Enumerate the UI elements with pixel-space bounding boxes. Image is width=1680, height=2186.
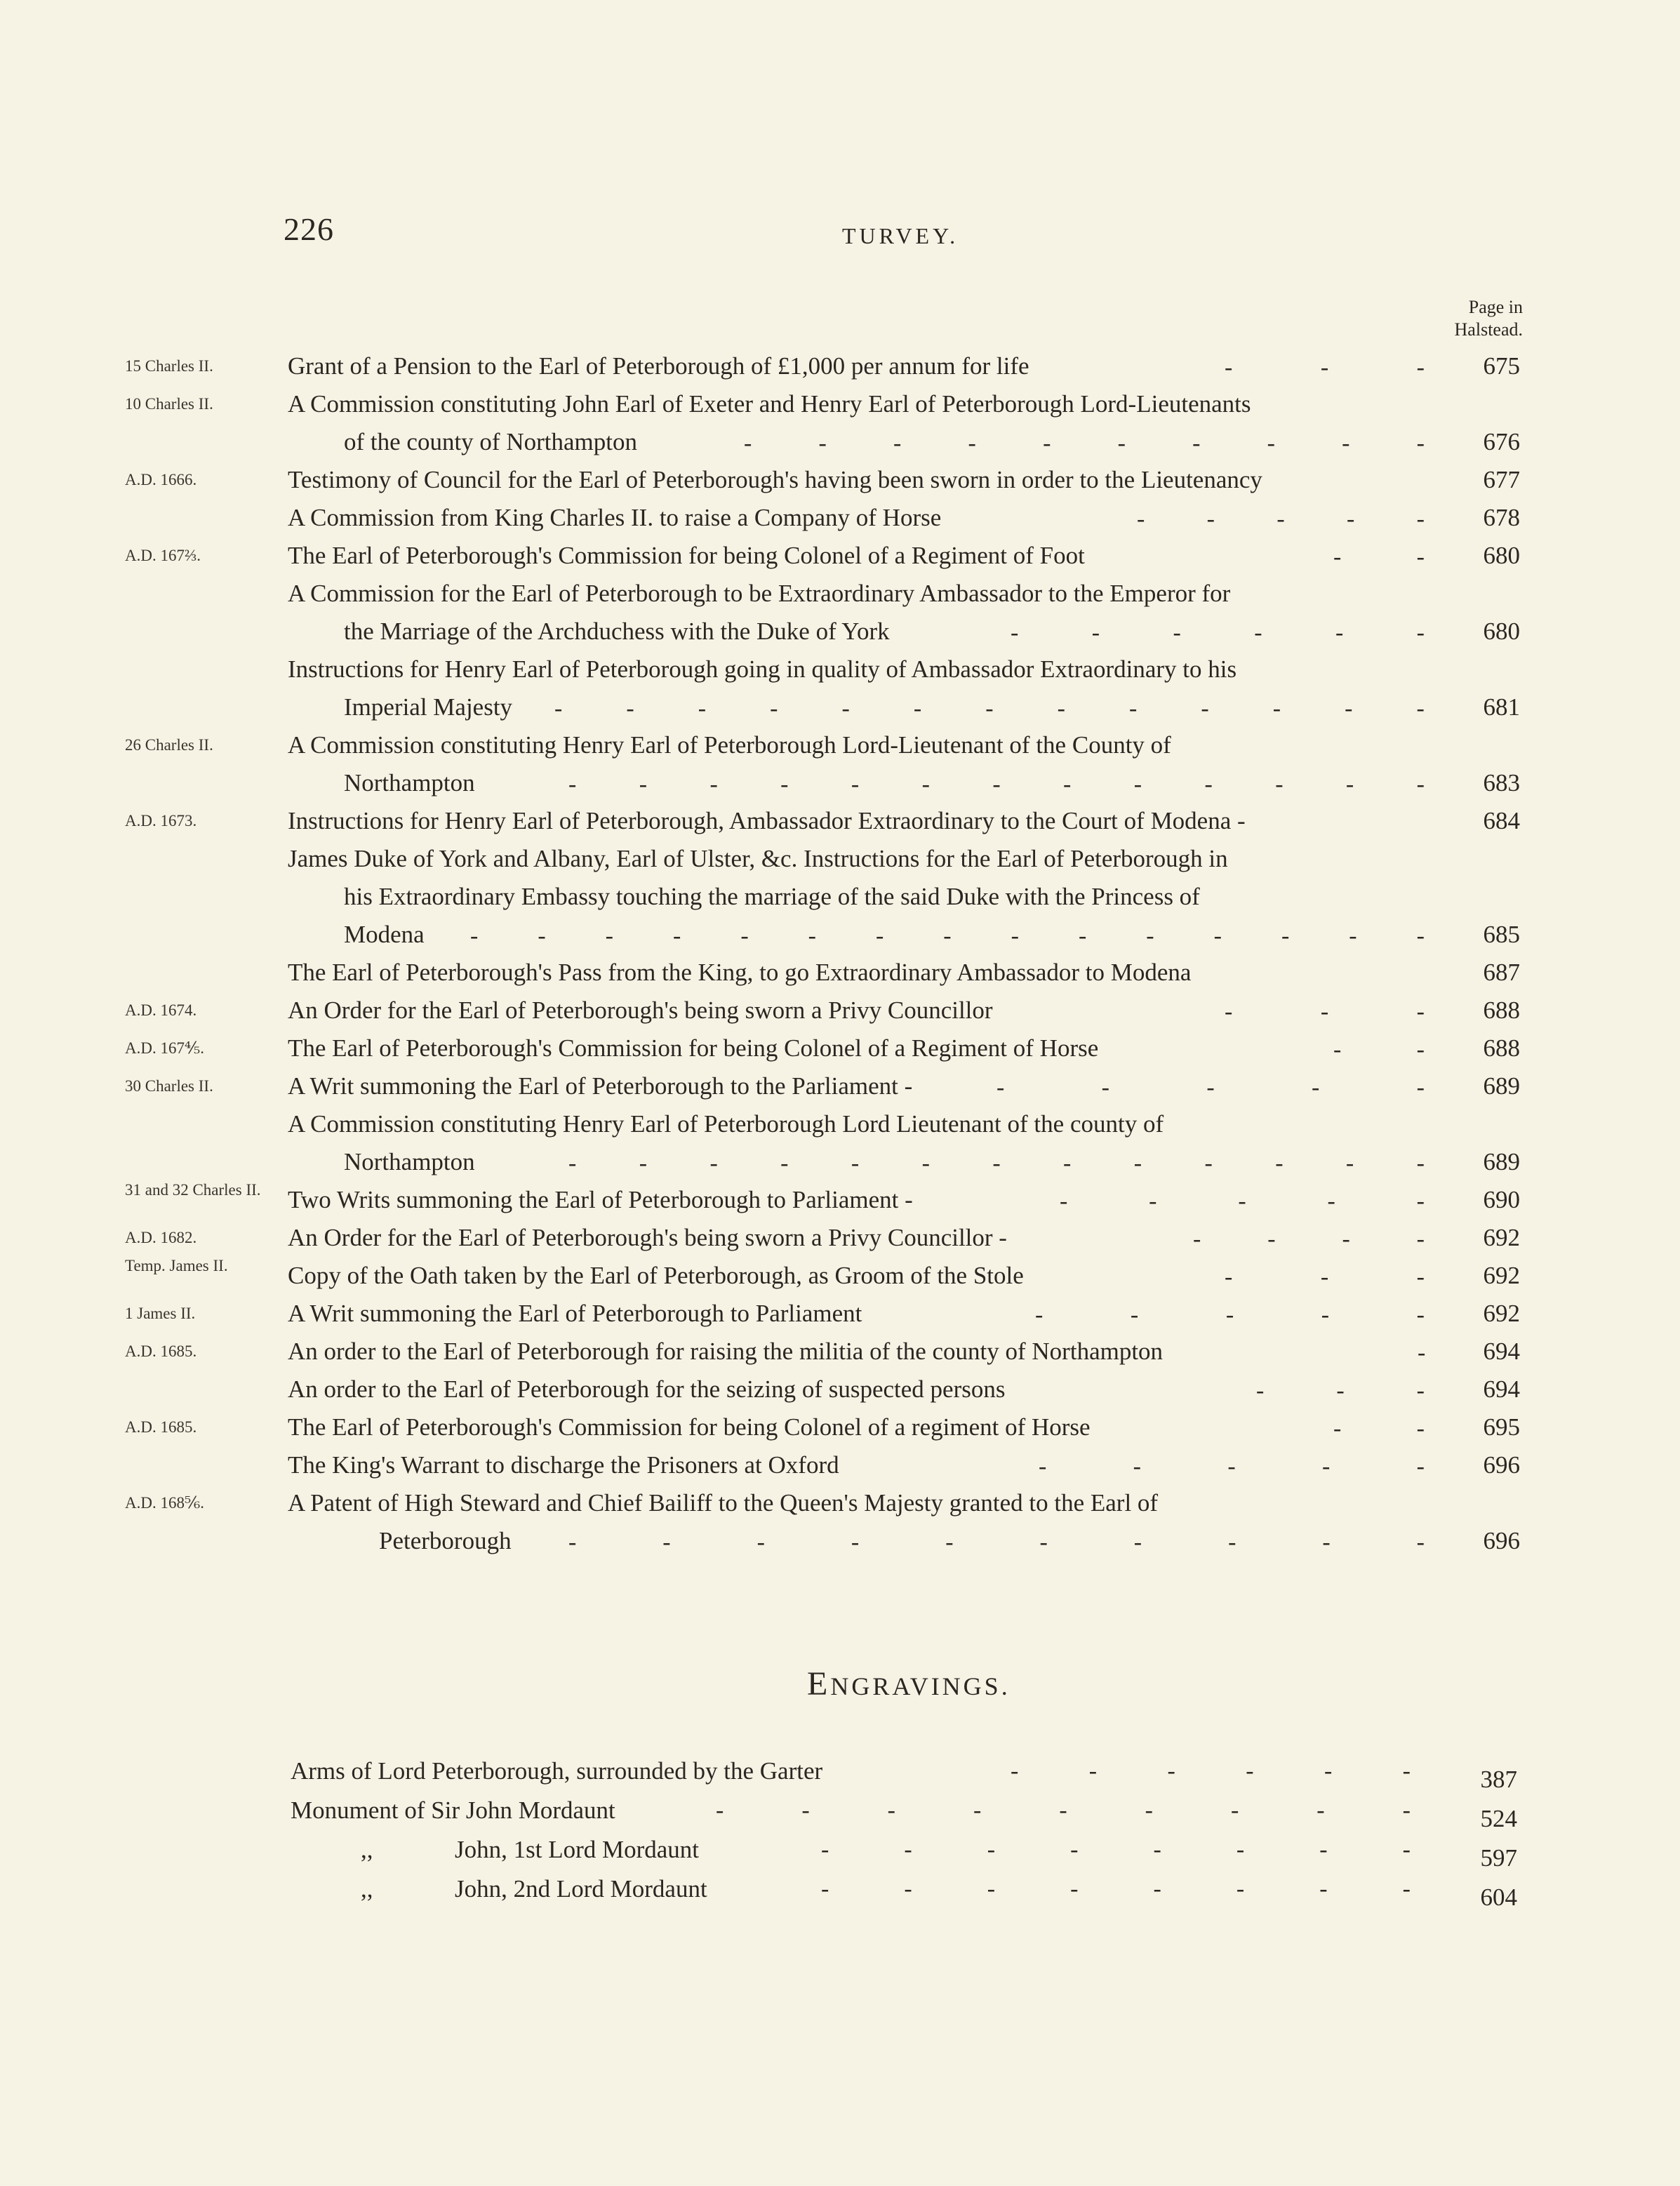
page-column-header-line2: Halstead. [1454,319,1523,340]
index-entry [0,462,1680,500]
entry-text: The Earl of Peterborough's Commission for being Colonel of a Regiment of Horse [288,1034,1099,1062]
entry-text: A Patent of High Steward and Chief Bailiff to the Queen's Majesty granted to the Earl of [288,1489,1159,1517]
ditto-mark: ,, [361,1836,373,1863]
date-margin-note: 10 Charles II. [125,395,213,413]
entry-text: Imperial Majesty [344,693,513,721]
entry-text: Northampton [344,769,475,797]
engraving-page-number: 387 [1480,1766,1517,1793]
leader-dashes: - [1418,1340,1426,1366]
date-margin-note: A.D. 1682. [125,1229,197,1246]
halstead-page-number: 696 [1483,1527,1520,1554]
leader-dashes: - - - - - [1039,1453,1425,1479]
date-margin-note: A.D. 1673. [125,812,197,829]
index-entry [0,1409,1680,1447]
leader-dashes: - - - - - - [1011,620,1425,646]
index-entry [0,386,1680,462]
halstead-page-number: 688 [1483,997,1520,1024]
index-entry [0,348,1680,386]
entry-text: Grant of a Pension to the Earl of Peterborough of £1,000 per annum for life [288,352,1029,380]
date-margin-note: 30 Charles II. [125,1077,213,1095]
engraving-text: Arms of Lord Peterborough, surrounded by the Garter [291,1757,823,1785]
halstead-page-number: 692 [1483,1300,1520,1327]
index-entry [0,992,1680,1030]
leader-dashes: - - - - - - - - [821,1876,1411,1902]
halstead-page-number: 680 [1483,542,1520,569]
date-margin-note: A.D. 168⅚. [125,1494,205,1512]
entry-text: A Commission constituting Henry Earl of Peterborough Lord Lieutenant of the county of [288,1110,1164,1138]
leader-dashes: - - - - - - - - - - - - - - - [470,923,1425,949]
halstead-page-number: 688 [1483,1034,1520,1062]
entry-text: James Duke of York and Albany, Earl of Ulster, &c. Instructions for the Earl of Peterborough in [288,845,1228,872]
date-margin-note: 31 and 32 Charles II. [125,1181,261,1199]
ditto-mark: ,, [361,1875,373,1902]
leader-dashes: - - - [1225,354,1425,380]
halstead-page-number: 678 [1483,504,1520,531]
date-margin-note: A.D. 167⅘. [125,1039,205,1057]
leader-dashes: - - - - - - [1011,1758,1411,1784]
leader-dashes: - - - - - [1060,1188,1425,1214]
entry-text: the Marriage of the Archduchess with the Duke of York [344,618,890,645]
leader-dashes: - - [1333,1415,1425,1441]
entry-text: A Commission from King Charles II. to raise a Company of Horse [288,504,942,531]
entry-text: The Earl of Peterborough's Commission for being Colonel of a Regiment of Foot [288,542,1085,569]
index-entry [0,538,1680,575]
leader-dashes: - - [1333,544,1425,570]
page-number: 226 [284,211,334,247]
date-margin-note: A.D. 167⅔. [125,547,201,564]
engravings-heading-rest: NGRAVINGS. [830,1672,1011,1700]
index-entry [0,954,1680,992]
leader-dashes: - - - - - [996,1074,1425,1100]
index-entry [0,1371,1680,1409]
leader-dashes: - - - - - - - - - - - - - [568,1150,1425,1176]
halstead-page-number: 675 [1483,352,1520,380]
page-column-header [1425,296,1523,341]
engraving-page-number: 604 [1480,1884,1517,1911]
engraving-item [0,1791,1680,1830]
engraving-item [0,1870,1680,1909]
leader-dashes: - - - - - - - - - [716,1797,1411,1823]
leader-dashes: - - [1333,1037,1425,1062]
entry-text: An order to the Earl of Peterborough for the seizing of suspected persons [288,1375,1006,1403]
index-entry [0,1447,1680,1485]
halstead-page-number: 689 [1483,1072,1520,1100]
engraving-item [0,1830,1680,1870]
engraving-text: Monument of Sir John Mordaunt [291,1797,615,1824]
date-margin-note: A.D. 1685. [125,1342,197,1360]
leader-dashes: - - - - - - - - - - [744,430,1425,456]
entry-text: A Writ summoning the Earl of Peterborough to the Parliament - [288,1072,913,1100]
date-margin-note: 15 Charles II. [125,357,213,375]
engraving-text: John, 2nd Lord Mordaunt [455,1875,707,1902]
engravings-heading [807,1665,1011,1703]
leader-dashes: - - - - [1193,1226,1425,1252]
index-entry [0,1220,1680,1258]
halstead-page-number: 680 [1483,618,1520,645]
index-entry [0,1258,1680,1295]
entry-text: The King's Warrant to discharge the Prisoners at Oxford [288,1451,839,1479]
engravings-heading-initial: E [807,1665,831,1702]
leader-dashes: - - - [1225,1264,1425,1290]
entry-text: Copy of the Oath taken by the Earl of Peterborough, as Groom of the Stole [288,1262,1024,1289]
index-entry [0,841,1680,954]
entry-text: The Earl of Peterborough's Commission for being Colonel of a regiment of Horse [288,1413,1091,1441]
entry-list [0,348,1680,1561]
running-title: TURVEY. [842,223,959,248]
entry-text: Peterborough [379,1527,512,1554]
entry-text: of the county of Northampton [344,428,637,455]
halstead-page-number: 676 [1483,428,1520,455]
halstead-page-number: 694 [1483,1375,1520,1403]
date-margin-note: A.D. 1685. [125,1418,197,1436]
entry-text: Modena [344,921,425,948]
date-margin-note: 1 James II. [125,1305,196,1322]
entry-text: An Order for the Earl of Peterborough's being sworn a Privy Councillor - [288,1224,1007,1251]
halstead-page-number: 692 [1483,1262,1520,1289]
leader-dashes: - - - - - - - - [821,1837,1411,1862]
date-margin-note: Temp. James II. [125,1257,228,1274]
entry-text: Northampton [344,1148,475,1175]
halstead-page-number: 683 [1483,769,1520,797]
index-entry [0,803,1680,841]
leader-dashes: - - - - - - - - - - - - - [568,771,1425,797]
halstead-page-number: 694 [1483,1338,1520,1365]
halstead-page-number: 681 [1483,693,1520,721]
entry-text: A Writ summoning the Earl of Peterborough to Parliament [288,1300,862,1327]
entry-text: A Commission for the Earl of Peterborough to be Extraordinary Ambassador to the Emperor for [288,580,1231,607]
date-margin-note: 26 Charles II. [125,736,213,754]
engraving-page-number: 597 [1480,1844,1517,1872]
date-margin-note: A.D. 1674. [125,1001,197,1019]
entry-text: An order to the Earl of Peterborough for raising the militia of the county of Northampton [288,1338,1164,1365]
date-margin-note: A.D. 1666. [125,471,197,488]
halstead-page-number: 677 [1483,466,1520,493]
halstead-page-number: 692 [1483,1224,1520,1251]
leader-dashes: - - - - - [1137,506,1425,532]
index-entry [0,651,1680,727]
leader-dashes: - - - - - [1035,1302,1425,1328]
engraving-page-number: 524 [1480,1805,1517,1832]
halstead-page-number: 684 [1483,807,1520,834]
leader-dashes: - - - - - - - - - - - - - [554,695,1425,721]
halstead-page-number: 695 [1483,1413,1520,1441]
index-entry [0,1295,1680,1333]
entry-text: A Commission constituting John Earl of Exeter and Henry Earl of Peterborough Lord-Lieutenants [288,390,1251,418]
engraving-text: John, 1st Lord Mordaunt [455,1836,700,1863]
index-entry [0,727,1680,803]
index-entry [0,1333,1680,1371]
engraving-item [0,1752,1680,1791]
halstead-page-number: 687 [1483,959,1520,986]
entry-text: Instructions for Henry Earl of Peterborough, Ambassador Extraordinary to the Court of Modena - [288,807,1246,834]
index-entry [0,575,1680,651]
index-entry [0,1182,1680,1220]
index-entry [0,1106,1680,1182]
engravings-list [0,1752,1680,1909]
halstead-page-number: 685 [1483,921,1520,948]
entry-text: A Commission constituting Henry Earl of Peterborough Lord-Lieutenant of the County of [288,731,1171,759]
leader-dashes: - - - - - - - - - - [568,1529,1425,1555]
entry-text: his Extraordinary Embassy touching the marriage of the said Duke with the Princess of [344,883,1200,910]
entry-text: Instructions for Henry Earl of Peterborough going in quality of Ambassador Extraordinary to his [288,655,1237,683]
page-column-header-line1: Page in [1468,297,1523,317]
leader-dashes: - - - [1256,1378,1425,1404]
leader-dashes: - - - [1225,999,1425,1025]
index-entry [0,1068,1680,1106]
index-entry [0,500,1680,538]
entry-text: Testimony of Council for the Earl of Peterborough's having been sworn in order to the Lieutenancy [288,466,1262,493]
entry-text: Two Writs summoning the Earl of Peterborough to Parliament - [288,1186,913,1213]
index-entry [0,1030,1680,1068]
halstead-page-number: 696 [1483,1451,1520,1479]
halstead-page-number: 689 [1483,1148,1520,1175]
entry-text: An Order for the Earl of Peterborough's being sworn a Privy Councillor [288,997,993,1024]
entry-text: The Earl of Peterborough's Pass from the King, to go Extraordinary Ambassador to Modena [288,959,1192,986]
halstead-page-number: 690 [1483,1186,1520,1213]
index-entry [0,1485,1680,1561]
